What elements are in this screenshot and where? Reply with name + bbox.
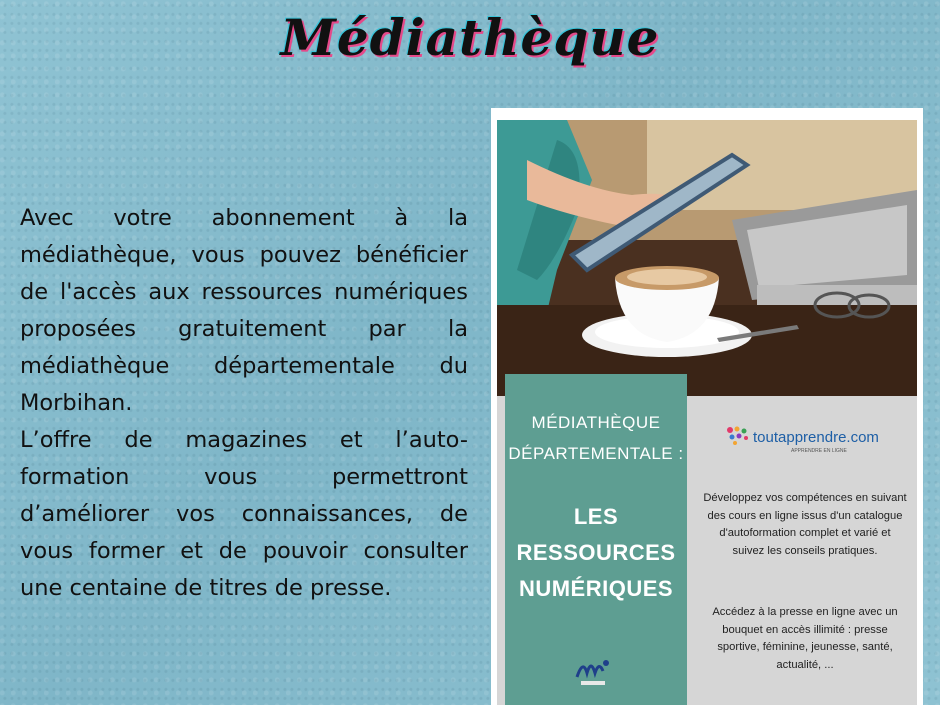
flyer-title-line-2: RESSOURCES	[516, 540, 676, 565]
flyer-paragraph-2: Accédez à la presse en ligne avec un bouquet en accès illimité : presse sportive, féminine, jeunesse, santé, actualité, ...	[712, 606, 898, 671]
toutapprendre-logo-text: toutapprendre.com	[753, 429, 879, 446]
body-paragraph-2: L’offre de magazines et l’auto-formation vous permettront d’améliorer vos connaissances, de vous former et de pouvoir consulter une centaine de titres de presse.	[20, 427, 468, 601]
body-text	[20, 200, 468, 607]
flyer-title-line-3: NUMÉRIQUES	[518, 576, 674, 601]
toutapprendre-logo-icon	[726, 426, 750, 446]
flyer-title-line-1: LES	[573, 504, 619, 529]
morbihan-logo	[573, 653, 613, 689]
body-paragraph-1: Avec votre abonnement à la médiathèque, vous pouvez bénéficier de l'accès aux ressources numériques proposées gratuitement par la médiathèque départementale du Morbihan.	[20, 205, 468, 416]
flyer-header-line-1: MÉDIATHÈQUE	[531, 413, 661, 432]
flyer-paragraph-1: Développez vos compétences en suivant des cours en ligne issus d'un catalogue d'autoformation complet et varié et suivez les conseils pratiques.	[703, 492, 907, 557]
flyer-header-line-2: DÉPARTEMENTALE :	[508, 444, 684, 463]
flyer-image	[491, 108, 923, 705]
photo-illustration	[497, 120, 917, 396]
page-title: Médiathèque	[280, 8, 660, 67]
tablet-coffee-photo	[497, 120, 917, 396]
toutapprendre-tagline: APPRENDRE EN LIGNE	[791, 448, 847, 454]
